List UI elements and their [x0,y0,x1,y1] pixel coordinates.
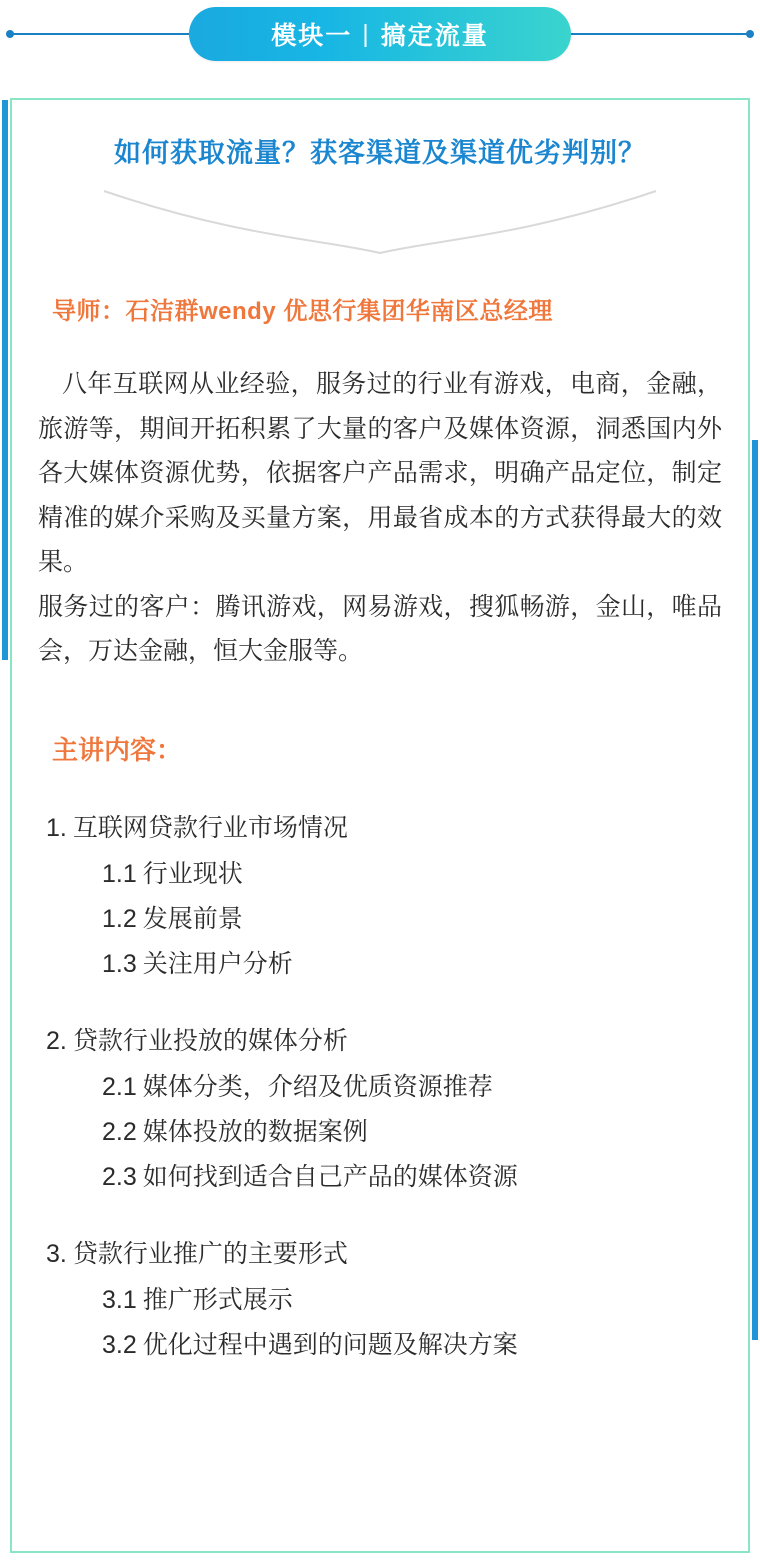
outline-item-2 [46,1022,722,1061]
outline-item-3 [46,1235,722,1274]
outline-subnumber-1-1: 1.1 [102,860,137,889]
outline-subnumber-2-3: 2.3 [102,1162,137,1191]
outline-title-3: 贷款行业推广的主要形式 [72,1239,348,1268]
outline-subitem-3-2 [102,1326,722,1365]
outline-number-3: 3. [46,1239,67,1268]
outline-subtext-3-2: 优化过程中遇到的问题及解决方案 [142,1331,518,1360]
section-heading: 主讲内容： [52,734,183,765]
title-underline-decoration [100,187,660,257]
outline-subnumber-3-2: 3.2 [102,1331,137,1360]
module-topic: 搞定流量 [380,22,489,50]
page-title: 如何获取流量？获客渠道及渠道优劣判别？ [114,138,646,168]
outline-subitem-2-1 [102,1068,722,1107]
bio-paragraph-1: 八年互联网从业经验，服务过的行业有游戏，电商，金融，旅游等，期间开拓积累了大量的客户及媒体资源，洞悉国内外各大媒体资源优势，依据客户产品需求，明确产品定位，制定精准的媒介采购及买量方案，用最省成本的方式获得最大的效果。 [38,370,722,577]
content-card [10,98,750,1553]
outline-subtext-3-1: 推广形式展示 [142,1286,293,1315]
outline-item-1 [46,809,722,848]
outline-subtext-2-2: 媒体投放的数据案例 [142,1118,368,1147]
outline-subtext-1-1: 行业现状 [142,860,243,889]
outline-number-1: 1. [46,813,67,842]
outline-subnumber-1-2: 1.2 [102,905,137,934]
outline-subnumber-1-3: 1.3 [102,949,137,978]
right-accent-bar [752,440,758,1340]
outline-group-1 [38,809,722,984]
outline-subnumber-2-1: 2.1 [102,1073,137,1102]
outline-title-2: 贷款行业投放的媒体分析 [72,1026,348,1055]
outline-subitem-3-1 [102,1281,722,1320]
outline-subitem-1-3 [102,945,722,984]
outline-subnumber-3-1: 3.1 [102,1286,137,1315]
left-accent-bar [2,100,8,660]
outline-subtext-1-3: 关注用户分析 [142,949,293,978]
outline-subitem-2-3 [102,1158,722,1197]
outline-subtext-2-3: 如何找到适合自己产品的媒体资源 [142,1162,518,1191]
bio-paragraph-2: 服务过的客户：腾讯游戏，网易游戏，搜狐畅游，金山，唯品会，万达金融，恒大金服等。 [38,592,722,666]
outline-group-2 [38,1022,722,1197]
outline-title-1: 互联网贷款行业市场情况 [72,813,348,842]
module-separator: | [362,19,371,48]
module-label: 模块一 [271,22,353,50]
outline-subitem-2-2 [102,1113,722,1152]
outline-list [38,809,722,1365]
outline-subnumber-2-2: 2.2 [102,1118,137,1147]
outline-subitem-1-2 [102,900,722,939]
outline-subtext-1-2: 发展前景 [142,905,243,934]
lecturer-bio [38,362,722,674]
outline-subtext-2-1: 媒体分类，介绍及优质资源推荐 [142,1073,493,1102]
module-badge [189,7,571,61]
outline-subitem-1-1 [102,855,722,894]
outline-number-2: 2. [46,1026,67,1055]
lecturer-line: 导师：石洁群wendy 优思行集团华南区总经理 [52,298,553,326]
top-banner [0,0,760,90]
outline-group-3 [38,1235,722,1365]
